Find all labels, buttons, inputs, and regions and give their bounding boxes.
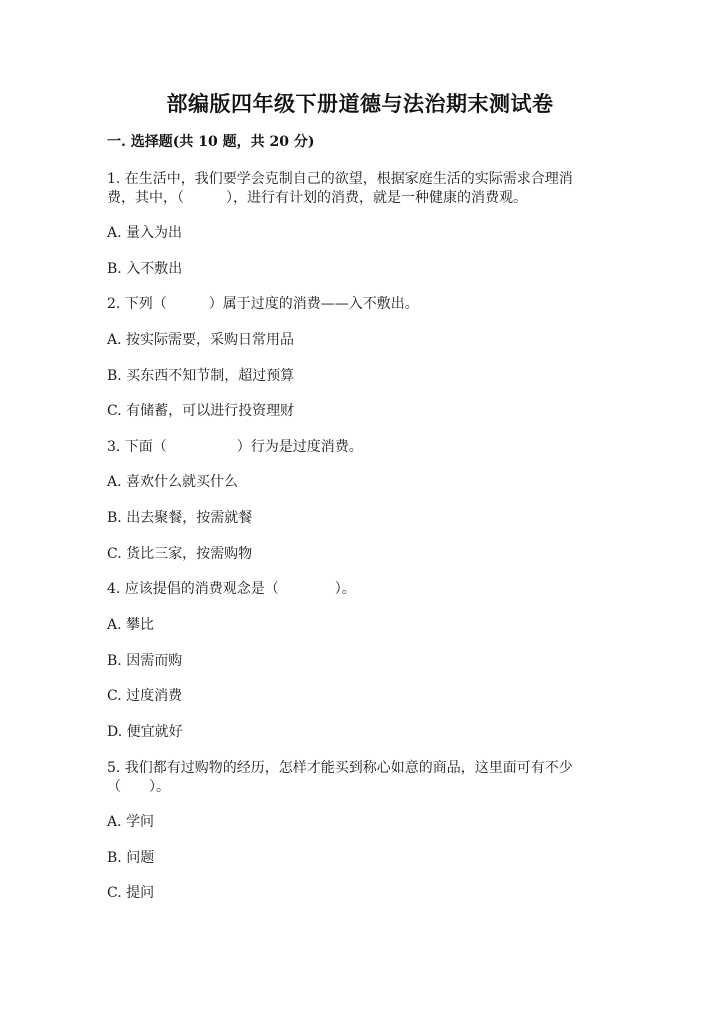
question-5-option-a: A. 学问 xyxy=(107,814,155,830)
question-5-text-line-1: 5. 我们都有过购物的经历，怎样才能买到称心如意的商品，这里面可有不少 xyxy=(107,760,573,776)
question-3-option-a: A. 喜欢什么就买什么 xyxy=(107,474,239,490)
question-5-text-line-2: （ ）。 xyxy=(107,779,170,795)
question-4-option-c: C. 过度消费 xyxy=(107,688,183,704)
question-1-text-line-1: 1. 在生活中，我们要学会克制自己的欲望，根据家庭生活的实际需求合理消 xyxy=(107,171,573,187)
question-5-option-c: C. 提问 xyxy=(107,885,155,901)
question-2-option-c: C. 有储蓄，可以进行投资理财 xyxy=(107,403,295,419)
question-3-text: 3. 下面（ ）行为是过度消费。 xyxy=(107,439,363,455)
page-title: 部编版四年级下册道德与法治期末测试卷 xyxy=(166,91,554,116)
question-5-option-b: B. 问题 xyxy=(107,850,155,866)
question-2-option-b: B. 买东西不知节制，超过预算 xyxy=(107,368,295,384)
question-1-text-line-2: 费，其中，（ ），进行有计划的消费，就是一种健康的消费观。 xyxy=(107,190,527,206)
question-3-option-b: B. 出去聚餐，按需就餐 xyxy=(107,510,253,526)
question-3-option-c: C. 货比三家，按需购物 xyxy=(107,546,253,562)
section-heading: 一. 选择题(共 10 题，共 20 分) xyxy=(107,134,315,150)
question-1-option-a: A. 量入为出 xyxy=(107,225,183,241)
question-4-option-a: A. 攀比 xyxy=(107,617,155,633)
question-2-text: 2. 下列（ ）属于过度的消费——入不敷出。 xyxy=(107,296,419,312)
question-1-option-b: B. 入不敷出 xyxy=(107,261,183,277)
question-2-option-a: A. 按实际需要，采购日常用品 xyxy=(107,332,295,348)
question-4-option-d: D. 便宜就好 xyxy=(107,724,183,740)
question-4-text: 4. 应该提倡的消费观念是（ ）。 xyxy=(107,581,356,597)
question-4-option-b: B. 因需而购 xyxy=(107,653,183,669)
